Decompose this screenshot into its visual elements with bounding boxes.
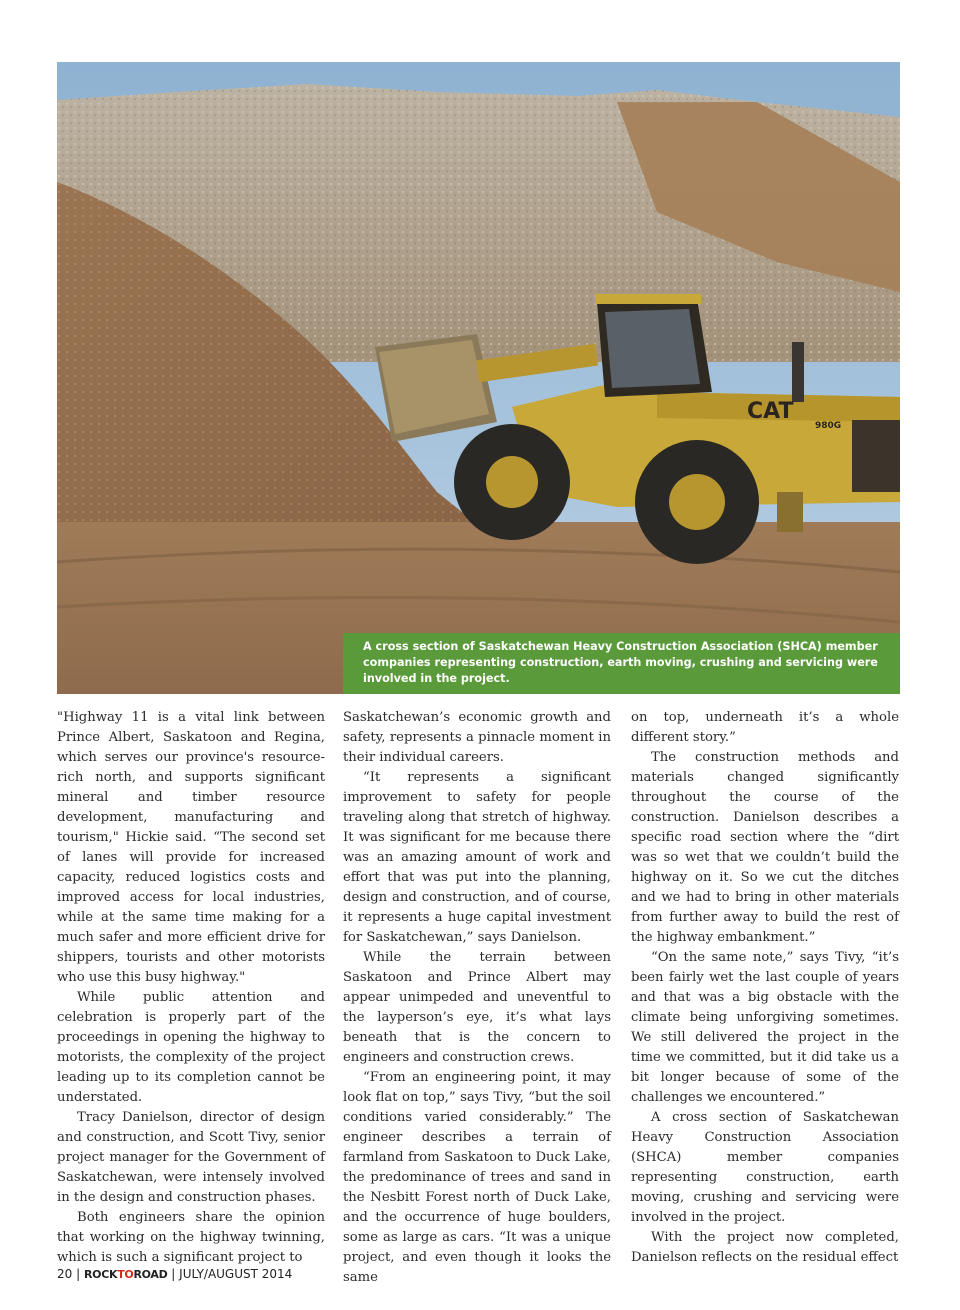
loader-model-label: 980G (815, 421, 842, 431)
footer-separator: | (171, 1267, 176, 1281)
article-paragraph: While the terrain between Saskatoon and Prince Albert may appear unimpeded and uneventful to the layperson’s eye, it’s what lays beneath that is the concern to engineers and construction crews. (343, 950, 611, 1065)
brand-rock: ROCK (83, 1268, 118, 1281)
article-column-2 (343, 708, 611, 1288)
cat-logo: CAT (747, 399, 794, 424)
article-paragraph: While public attention and celebration is properly part of the proceedings in opening the highway to motorists, the complexity of the project leading up to its completion cannot be understated. (57, 990, 325, 1105)
brand-road: ROAD (133, 1268, 168, 1281)
article-paragraph: A cross section of Saskatchewan Heavy Construction Association (SHCA) member companies representing construction, earth moving, crushing and servicing were involved in the project. (631, 1110, 899, 1225)
page-number: 20 (57, 1267, 73, 1281)
article-paragraph: “From an engineering point, it may look flat on top,” says Tivy, “but the soil conditions varied considerably.” The engineer describes a terrain of farmland from Saskatoon to Duck Lake, the predominance of trees and sand in the Nesbitt Forest north of Duck Lake, and the occurrence of huge boulders, some as large as cars. “It was a unique project, and even though it looks the same (343, 1070, 611, 1285)
footer-separator: | (76, 1267, 81, 1281)
page-footer (57, 1267, 292, 1281)
magazine-logo (84, 1268, 167, 1281)
photo-caption: A cross section of Saskatchewan Heavy Construction Association (SHCA) member companies representing construction, earth moving, crushing and servicing were involved in the project. (343, 633, 900, 694)
article-paragraph: The construction methods and materials changed significantly throughout the course of the construction. Danielson describes a specific road section where the “dirt was so wet that we couldn’t build the highway on it. So we cut the ditches and we had to bring in other materials from further away to build the rest of the highway embankment.” (631, 750, 899, 945)
article-paragraph: “On the same note,” says Tivy, “it’s been fairly wet the last couple of years and that was a big obstacle with the climate being unforgiving sometimes. We still delivered the project in the time we committed, but it did take us a bit longer because of some of the challenges we encountered.” (631, 950, 899, 1105)
article-column-3 (631, 708, 899, 1268)
article-paragraph: "Highway 11 is a vital link between Prince Albert, Saskatoon and Regina, which serves our province's resource-rich north, and supports significant mineral and timber resource development, manufacturing and tourism," Hickie said. “The second set of lanes will provide for increased capacity, reduced logistics costs and improved access for local industries, while at the same time making for a much safer and more efficient drive for shippers, tourists and other motorists who use this busy highway." (57, 710, 325, 985)
article-paragraph: “It represents a significant improvement to safety for people traveling along that stretch of highway. It was significant for me because there was an amazing amount of work and effort that was put into the planning, design and construction, and of course, it represents a huge capital investment for Saskatchewan,” says Danielson. (343, 770, 611, 945)
wheel-loader-photo (57, 62, 900, 694)
article-paragraph: With the project now completed, Danielson reflects on the residual effect (631, 1230, 899, 1265)
article-paragraph: Saskatchewan’s economic growth and safety, represents a pinnacle moment in their individual careers. (343, 710, 611, 765)
article-paragraph: Both engineers share the opinion that working on the highway twinning, which is such a significant project to (57, 1210, 325, 1265)
brand-to: TO (117, 1268, 134, 1281)
article-column-1 (57, 708, 325, 1268)
article-paragraph: Tracy Danielson, director of design and construction, and Scott Tivy, senior project manager for the Government of Saskatchewan, were intensely involved in the design and construction phases. (57, 1110, 325, 1205)
article-paragraph: on top, underneath it’s a whole different story.” (631, 710, 899, 745)
issue-date: JULY/AUGUST 2014 (179, 1267, 293, 1281)
